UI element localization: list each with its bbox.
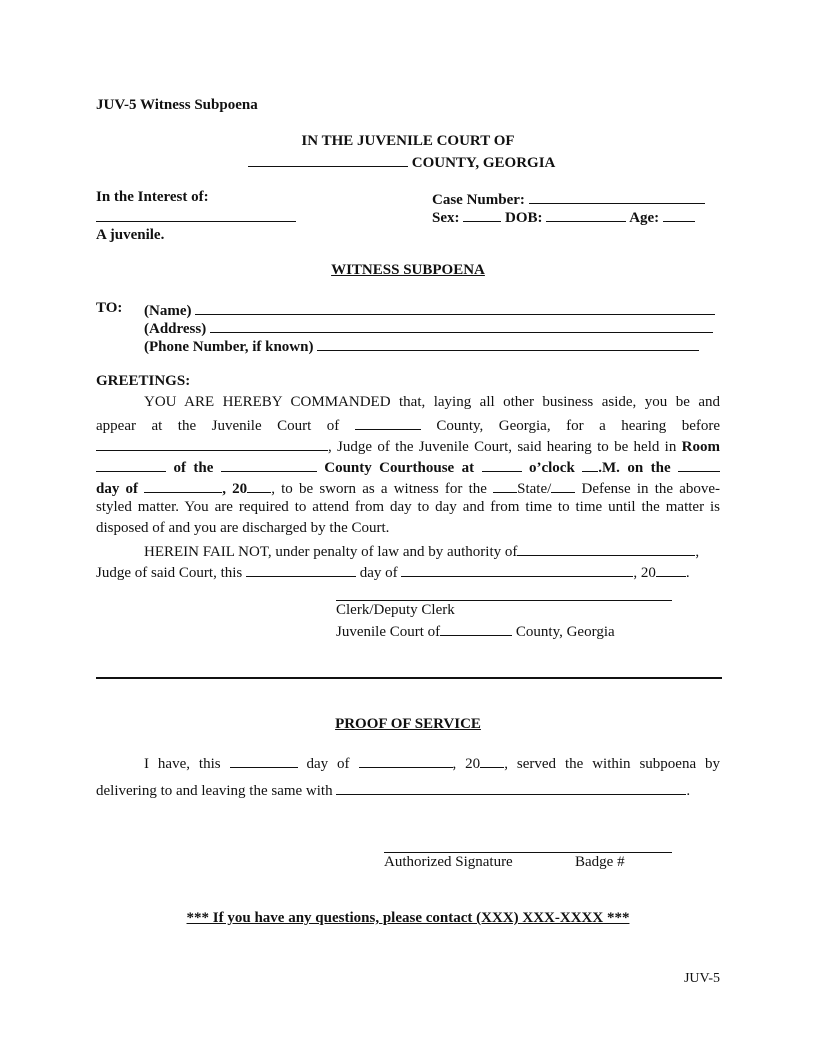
sign-month-blank[interactable]	[401, 562, 633, 577]
hearing-before-text: County, Georgia, for a hearing before	[436, 418, 721, 434]
name-row	[144, 300, 715, 320]
clerk-court-suffix: County, Georgia	[515, 624, 615, 640]
dob-blank[interactable]	[546, 207, 626, 222]
name-blank[interactable]	[195, 300, 715, 315]
oclock-text: o’clock	[528, 460, 575, 476]
courthouse-county-blank[interactable]	[221, 457, 317, 472]
year-prefix: , 20	[222, 481, 248, 497]
case-number-label: Case Number:	[432, 192, 525, 208]
footer-form-code: JUV-5	[683, 971, 720, 986]
greetings-line-6: styled matter. You are required to attend from day to day and from time to time until the matter is	[96, 499, 720, 515]
county-line	[248, 152, 555, 172]
clerk-court-row	[336, 621, 615, 641]
sworn-text: , to be sworn as a witness for the	[271, 481, 487, 497]
ampm-blank[interactable]	[582, 457, 598, 472]
address-label: (Address)	[144, 321, 207, 337]
address-blank[interactable]	[210, 318, 713, 333]
day-blank[interactable]	[678, 457, 720, 472]
age-blank[interactable]	[663, 207, 695, 222]
phone-blank[interactable]	[317, 336, 699, 351]
court-county-blank[interactable]	[355, 415, 421, 430]
county-blank[interactable]	[248, 152, 408, 167]
phone-row	[144, 336, 699, 356]
contact-notice: *** If you have any questions, please contact (XXX) XXX-XXXX ***	[186, 910, 630, 926]
court-of-text: appear at the Juvenile Court of	[96, 418, 340, 434]
judge-blank[interactable]	[96, 436, 328, 451]
month-blank[interactable]	[144, 478, 222, 493]
sex-label: Sex:	[432, 210, 460, 226]
sign-year-blank[interactable]	[656, 562, 686, 577]
served-person-blank[interactable]	[336, 780, 686, 795]
of-the-text: of the	[173, 460, 214, 476]
county-georgia-label: COUNTY, GEORGIA	[411, 155, 556, 171]
proof-title: PROOF OF SERVICE	[335, 716, 481, 732]
proof-month-blank[interactable]	[359, 753, 453, 768]
year-blank[interactable]	[247, 478, 271, 493]
sign-day-of-text: day of	[359, 565, 398, 581]
judge-text: , Judge of the Juvenile Court, said hearing to be held in	[328, 439, 677, 455]
room-blank[interactable]	[96, 457, 166, 472]
proof-line-1	[144, 753, 720, 773]
clerk-title: Clerk/Deputy Clerk	[336, 602, 455, 618]
clerk-signature-line[interactable]	[336, 600, 672, 601]
i-have-text: I have, this	[144, 756, 221, 772]
hour-blank[interactable]	[482, 457, 522, 472]
authorized-signature-label: Authorized Signature	[384, 854, 513, 870]
greetings-label: GREETINGS:	[96, 373, 191, 389]
age-label: Age:	[629, 210, 660, 226]
dob-label: DOB:	[505, 210, 543, 226]
section-divider	[96, 677, 722, 679]
interest-blank[interactable]	[96, 207, 296, 222]
period-text: .	[685, 565, 690, 581]
proof-day-blank[interactable]	[230, 753, 298, 768]
case-number-blank[interactable]	[529, 189, 705, 204]
state-label: State/	[517, 481, 552, 497]
form-id: JUV-5 Witness Subpoena	[96, 97, 258, 113]
interest-label: In the Interest of:	[96, 189, 209, 205]
comma-text: ,	[695, 544, 700, 560]
clerk-county-blank[interactable]	[440, 621, 512, 636]
document-page	[96, 0, 720, 1056]
demographics-row	[432, 207, 695, 227]
courthouse-text: County Courthouse at	[324, 460, 475, 476]
greetings-line-4	[96, 457, 720, 477]
greetings-line-2	[96, 415, 720, 435]
subpoena-title: WITNESS SUBPOENA	[331, 262, 485, 278]
phone-label: (Phone Number, if known)	[144, 339, 314, 355]
interest-blank-row	[96, 207, 296, 227]
defense-label: Defense in the above-	[581, 481, 721, 497]
sex-blank[interactable]	[463, 207, 501, 222]
case-number-row	[432, 189, 705, 209]
greetings-line-9	[96, 562, 690, 582]
sign-day-blank[interactable]	[246, 562, 356, 577]
proof-day-of-text: day of	[306, 756, 350, 772]
sign-year-prefix: , 20	[633, 565, 656, 581]
room-label: Room	[681, 439, 720, 455]
authority-blank[interactable]	[517, 541, 695, 556]
authorized-signature-line[interactable]	[384, 852, 672, 853]
proof-period: .	[686, 783, 691, 799]
to-label: TO:	[96, 300, 123, 316]
proof-year-prefix: , 20	[452, 756, 481, 772]
court-title: IN THE JUVENILE COURT OF	[301, 133, 515, 149]
greetings-line-1: YOU ARE HEREBY COMMANDED that, laying all other business aside, you be and	[144, 394, 720, 410]
name-label: (Name)	[144, 303, 192, 319]
greetings-line-3	[96, 436, 720, 456]
proof-line-2	[96, 780, 690, 800]
clerk-court-prefix: Juvenile Court of	[336, 624, 441, 640]
greetings-line-5	[96, 478, 720, 498]
greetings-line-7: disposed of and you are discharged by the Court.	[96, 520, 390, 536]
judge-this-text: Judge of said Court, this	[96, 565, 243, 581]
badge-label: Badge #	[575, 854, 625, 870]
delivering-text: delivering to and leaving the same with	[96, 783, 333, 799]
proof-year-blank[interactable]	[480, 753, 504, 768]
juvenile-label: A juvenile.	[96, 227, 165, 243]
defense-blank[interactable]	[551, 478, 575, 493]
herein-fail-not-text: HEREIN FAIL NOT, under penalty of law and by authority of	[144, 544, 518, 560]
address-row	[144, 318, 713, 338]
served-text: , served the within subpoena by	[504, 756, 721, 772]
greetings-line-8	[144, 541, 699, 561]
m-on-the-text: .M. on the	[598, 460, 671, 476]
state-blank[interactable]	[493, 478, 517, 493]
day-of-label: day of	[96, 481, 139, 497]
